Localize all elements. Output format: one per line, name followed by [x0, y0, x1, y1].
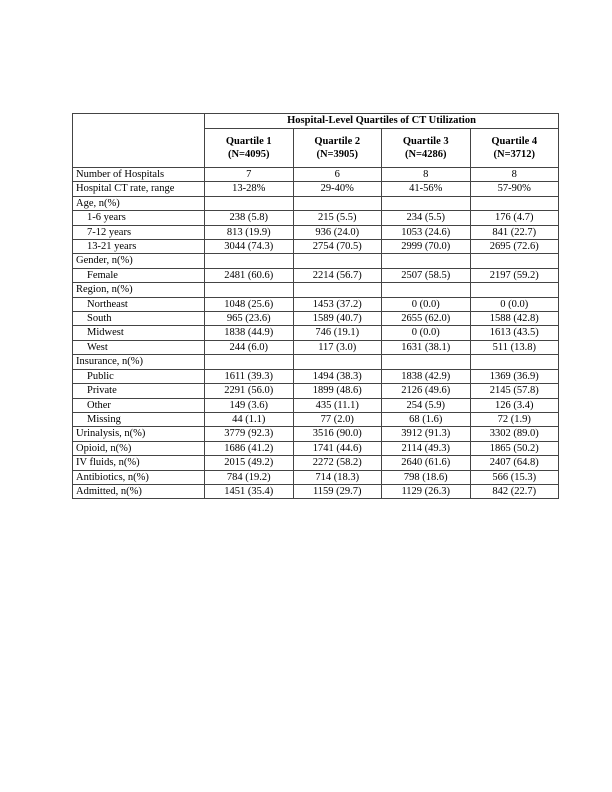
quartile-header	[205, 129, 294, 168]
row-label: Age, n(%)	[73, 196, 205, 210]
cell-value: 1453 (37.2)	[293, 297, 382, 311]
cell-value: 215 (5.5)	[293, 211, 382, 225]
table-row	[73, 268, 559, 282]
ct-utilization-table-container	[72, 113, 558, 499]
quartile-header	[470, 129, 559, 168]
cell-value: 2695 (72.6)	[470, 240, 559, 254]
cell-value	[470, 355, 559, 369]
table-body	[73, 168, 559, 499]
row-label: Number of Hospitals	[73, 168, 205, 182]
table-row	[73, 168, 559, 182]
cell-value: 1494 (38.3)	[293, 369, 382, 383]
table-row	[73, 312, 559, 326]
cell-value: 1589 (40.7)	[293, 312, 382, 326]
table-row	[73, 398, 559, 412]
cell-value: 2015 (49.2)	[205, 456, 294, 470]
quartile-header	[382, 129, 471, 168]
table-row	[73, 355, 559, 369]
cell-value: 0 (0.0)	[382, 297, 471, 311]
row-label: Private	[73, 384, 205, 398]
cell-value: 126 (3.4)	[470, 398, 559, 412]
cell-value: 3779 (92.3)	[205, 427, 294, 441]
row-label: Region, n(%)	[73, 283, 205, 297]
cell-value: 2640 (61.6)	[382, 456, 471, 470]
cell-value: 1048 (25.6)	[205, 297, 294, 311]
cell-value	[382, 355, 471, 369]
cell-value	[293, 196, 382, 210]
cell-value: 3912 (91.3)	[382, 427, 471, 441]
cell-value: 2507 (58.5)	[382, 268, 471, 282]
table-row	[73, 484, 559, 498]
cell-value: 57-90%	[470, 182, 559, 196]
row-label: Other	[73, 398, 205, 412]
cell-value: 813 (19.9)	[205, 225, 294, 239]
cell-value	[470, 196, 559, 210]
cell-value: 1741 (44.6)	[293, 441, 382, 455]
cell-value: 2145 (57.8)	[470, 384, 559, 398]
cell-value: 714 (18.3)	[293, 470, 382, 484]
table-row	[73, 225, 559, 239]
row-label: Hospital CT rate, range	[73, 182, 205, 196]
table-row	[73, 182, 559, 196]
cell-value: 1451 (35.4)	[205, 484, 294, 498]
cell-value	[382, 254, 471, 268]
cell-value: 2407 (64.8)	[470, 456, 559, 470]
cell-value: 44 (1.1)	[205, 412, 294, 426]
cell-value: 1838 (42.9)	[382, 369, 471, 383]
row-label: Admitted, n(%)	[73, 484, 205, 498]
quartile-name: Quartile 4	[491, 136, 538, 147]
cell-value: 2126 (49.6)	[382, 384, 471, 398]
cell-value: 784 (19.2)	[205, 470, 294, 484]
cell-value	[293, 283, 382, 297]
quartile-n: (N=3712)	[493, 149, 536, 160]
table-row	[73, 196, 559, 210]
row-label: West	[73, 340, 205, 354]
cell-value: 2197 (59.2)	[470, 268, 559, 282]
cell-value: 3044 (74.3)	[205, 240, 294, 254]
row-label: Public	[73, 369, 205, 383]
row-label: Missing	[73, 412, 205, 426]
quartile-n: (N=3905)	[316, 149, 359, 160]
cell-value: 68 (1.6)	[382, 412, 471, 426]
group-header-row	[73, 114, 559, 129]
cell-value: 254 (5.9)	[382, 398, 471, 412]
cell-value: 3516 (90.0)	[293, 427, 382, 441]
ct-utilization-table	[72, 113, 559, 499]
table-row	[73, 441, 559, 455]
cell-value: 117 (3.0)	[293, 340, 382, 354]
quartile-name: Quartile 2	[314, 136, 361, 147]
cell-value: 1686 (41.2)	[205, 441, 294, 455]
quartile-n: (N=4095)	[227, 149, 270, 160]
cell-value: 1838 (44.9)	[205, 326, 294, 340]
cell-value: 435 (11.1)	[293, 398, 382, 412]
cell-value: 0 (0.0)	[382, 326, 471, 340]
row-label: IV fluids, n(%)	[73, 456, 205, 470]
row-label: Antibiotics, n(%)	[73, 470, 205, 484]
cell-value: 1631 (38.1)	[382, 340, 471, 354]
table-row	[73, 297, 559, 311]
cell-value: 238 (5.8)	[205, 211, 294, 225]
cell-value	[293, 254, 382, 268]
cell-value	[470, 283, 559, 297]
cell-value	[382, 196, 471, 210]
row-label: Urinalysis, n(%)	[73, 427, 205, 441]
cell-value: 176 (4.7)	[470, 211, 559, 225]
cell-value	[382, 283, 471, 297]
cell-value: 965 (23.6)	[205, 312, 294, 326]
cell-value	[470, 254, 559, 268]
cell-value: 511 (13.8)	[470, 340, 559, 354]
cell-value: 566 (15.3)	[470, 470, 559, 484]
cell-value: 798 (18.6)	[382, 470, 471, 484]
quartile-header	[293, 129, 382, 168]
table-row	[73, 283, 559, 297]
cell-value: 41-56%	[382, 182, 471, 196]
row-label: Opioid, n(%)	[73, 441, 205, 455]
cell-value	[205, 254, 294, 268]
cell-value: 746 (19.1)	[293, 326, 382, 340]
cell-value: 13-28%	[205, 182, 294, 196]
cell-value: 1865 (50.2)	[470, 441, 559, 455]
cell-value	[205, 283, 294, 297]
cell-value: 2999 (70.0)	[382, 240, 471, 254]
group-header: Hospital-Level Quartiles of CT Utilization	[205, 114, 559, 129]
row-label: Gender, n(%)	[73, 254, 205, 268]
cell-value: 1369 (36.9)	[470, 369, 559, 383]
cell-value: 841 (22.7)	[470, 225, 559, 239]
cell-value: 234 (5.5)	[382, 211, 471, 225]
cell-value	[293, 355, 382, 369]
row-label: 7-12 years	[73, 225, 205, 239]
quartile-n: (N=4286)	[404, 149, 447, 160]
cell-value: 2655 (62.0)	[382, 312, 471, 326]
cell-value: 8	[382, 168, 471, 182]
cell-value: 7	[205, 168, 294, 182]
cell-value: 1053 (24.6)	[382, 225, 471, 239]
cell-value: 149 (3.6)	[205, 398, 294, 412]
quartile-name: Quartile 3	[402, 136, 449, 147]
row-label: Female	[73, 268, 205, 282]
table-row	[73, 412, 559, 426]
table-row	[73, 254, 559, 268]
cell-value: 3302 (89.0)	[470, 427, 559, 441]
cell-value: 1611 (39.3)	[205, 369, 294, 383]
table-row	[73, 369, 559, 383]
cell-value: 8	[470, 168, 559, 182]
cell-value: 2291 (56.0)	[205, 384, 294, 398]
cell-value: 6	[293, 168, 382, 182]
row-label: 13-21 years	[73, 240, 205, 254]
corner-cell	[73, 114, 205, 168]
cell-value: 77 (2.0)	[293, 412, 382, 426]
cell-value: 0 (0.0)	[470, 297, 559, 311]
cell-value: 2214 (56.7)	[293, 268, 382, 282]
cell-value: 936 (24.0)	[293, 225, 382, 239]
table-row	[73, 456, 559, 470]
table-row	[73, 211, 559, 225]
cell-value	[205, 196, 294, 210]
table-row	[73, 427, 559, 441]
cell-value: 842 (22.7)	[470, 484, 559, 498]
cell-value: 244 (6.0)	[205, 340, 294, 354]
cell-value	[205, 355, 294, 369]
row-label: Insurance, n(%)	[73, 355, 205, 369]
cell-value: 2272 (58.2)	[293, 456, 382, 470]
table-row	[73, 240, 559, 254]
cell-value: 1129 (26.3)	[382, 484, 471, 498]
table-row	[73, 340, 559, 354]
cell-value: 1588 (42.8)	[470, 312, 559, 326]
cell-value: 1899 (48.6)	[293, 384, 382, 398]
cell-value: 2114 (49.3)	[382, 441, 471, 455]
row-label: 1-6 years	[73, 211, 205, 225]
cell-value: 2481 (60.6)	[205, 268, 294, 282]
cell-value: 2754 (70.5)	[293, 240, 382, 254]
cell-value: 1613 (43.5)	[470, 326, 559, 340]
cell-value: 72 (1.9)	[470, 412, 559, 426]
cell-value: 29-40%	[293, 182, 382, 196]
table-row	[73, 384, 559, 398]
table-row	[73, 326, 559, 340]
cell-value: 1159 (29.7)	[293, 484, 382, 498]
row-label: Midwest	[73, 326, 205, 340]
table-row	[73, 470, 559, 484]
row-label: Northeast	[73, 297, 205, 311]
row-label: South	[73, 312, 205, 326]
quartile-name: Quartile 1	[225, 136, 272, 147]
